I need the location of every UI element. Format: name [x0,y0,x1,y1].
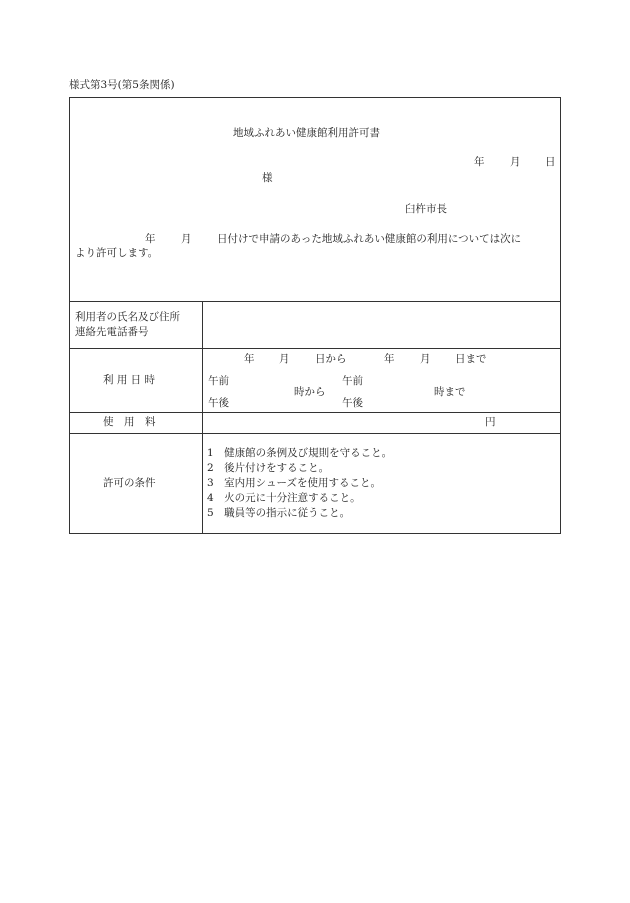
document-title: 地域ふれあい健康館利用許可書 [233,127,380,139]
from-month: 月 [279,353,290,365]
body-month: 月 [181,233,192,245]
frame-right-border [560,97,561,534]
pm-label-2: 午後 [342,397,363,409]
fee-unit: 円 [485,416,496,428]
addressee-suffix: 様 [262,172,273,184]
to-day: 日まで [455,353,487,365]
date-month: 月 [510,156,521,168]
condition-item: 2 後片付けをすること。 [207,462,330,474]
dates-label: 利 用 日 時 [103,374,156,386]
from-year: 年 [244,353,255,365]
frame-top-border [69,97,561,98]
condition-item: 3 室内用シューズを使用すること。 [207,477,381,489]
conditions-label: 許可の条件 [103,477,156,489]
body-text-line2: より許可します。 [75,247,159,259]
row-divider-2 [69,412,561,413]
condition-item: 1 健康館の条例及び規則を守ること。 [207,447,393,459]
column-divider [202,301,203,534]
from-day: 日から [315,353,347,365]
row-divider-1 [69,348,561,349]
to-month: 月 [420,353,431,365]
user-label-line2: 連絡先電話番号 [75,326,149,338]
frame-left-border [69,97,70,534]
from-time: 時から [294,386,326,398]
body-text-line1: 日付けで申請のあった地域ふれあい健康館の利用については次に [217,233,522,245]
body-year: 年 [145,233,156,245]
pm-label-1: 午後 [208,397,229,409]
to-time: 時まで [434,386,466,398]
table-top-border [69,301,561,302]
form-id: 様式第3号(第5条関係) [69,79,175,91]
fee-label: 使 用 料 [103,416,156,428]
am-label-2: 午前 [342,375,363,387]
am-label-1: 午前 [208,375,229,387]
condition-item: 5 職員等の指示に従うこと。 [207,507,351,519]
to-year: 年 [384,353,395,365]
date-day: 日 [545,156,556,168]
user-label-line1: 利用者の氏名及び住所 [75,311,180,323]
issuer-name: 臼杵市長 [405,203,447,215]
frame-bottom-border [69,533,561,534]
row-divider-3 [69,433,561,434]
date-year: 年 [474,156,485,168]
condition-item: 4 火の元に十分注意すること。 [207,492,361,504]
